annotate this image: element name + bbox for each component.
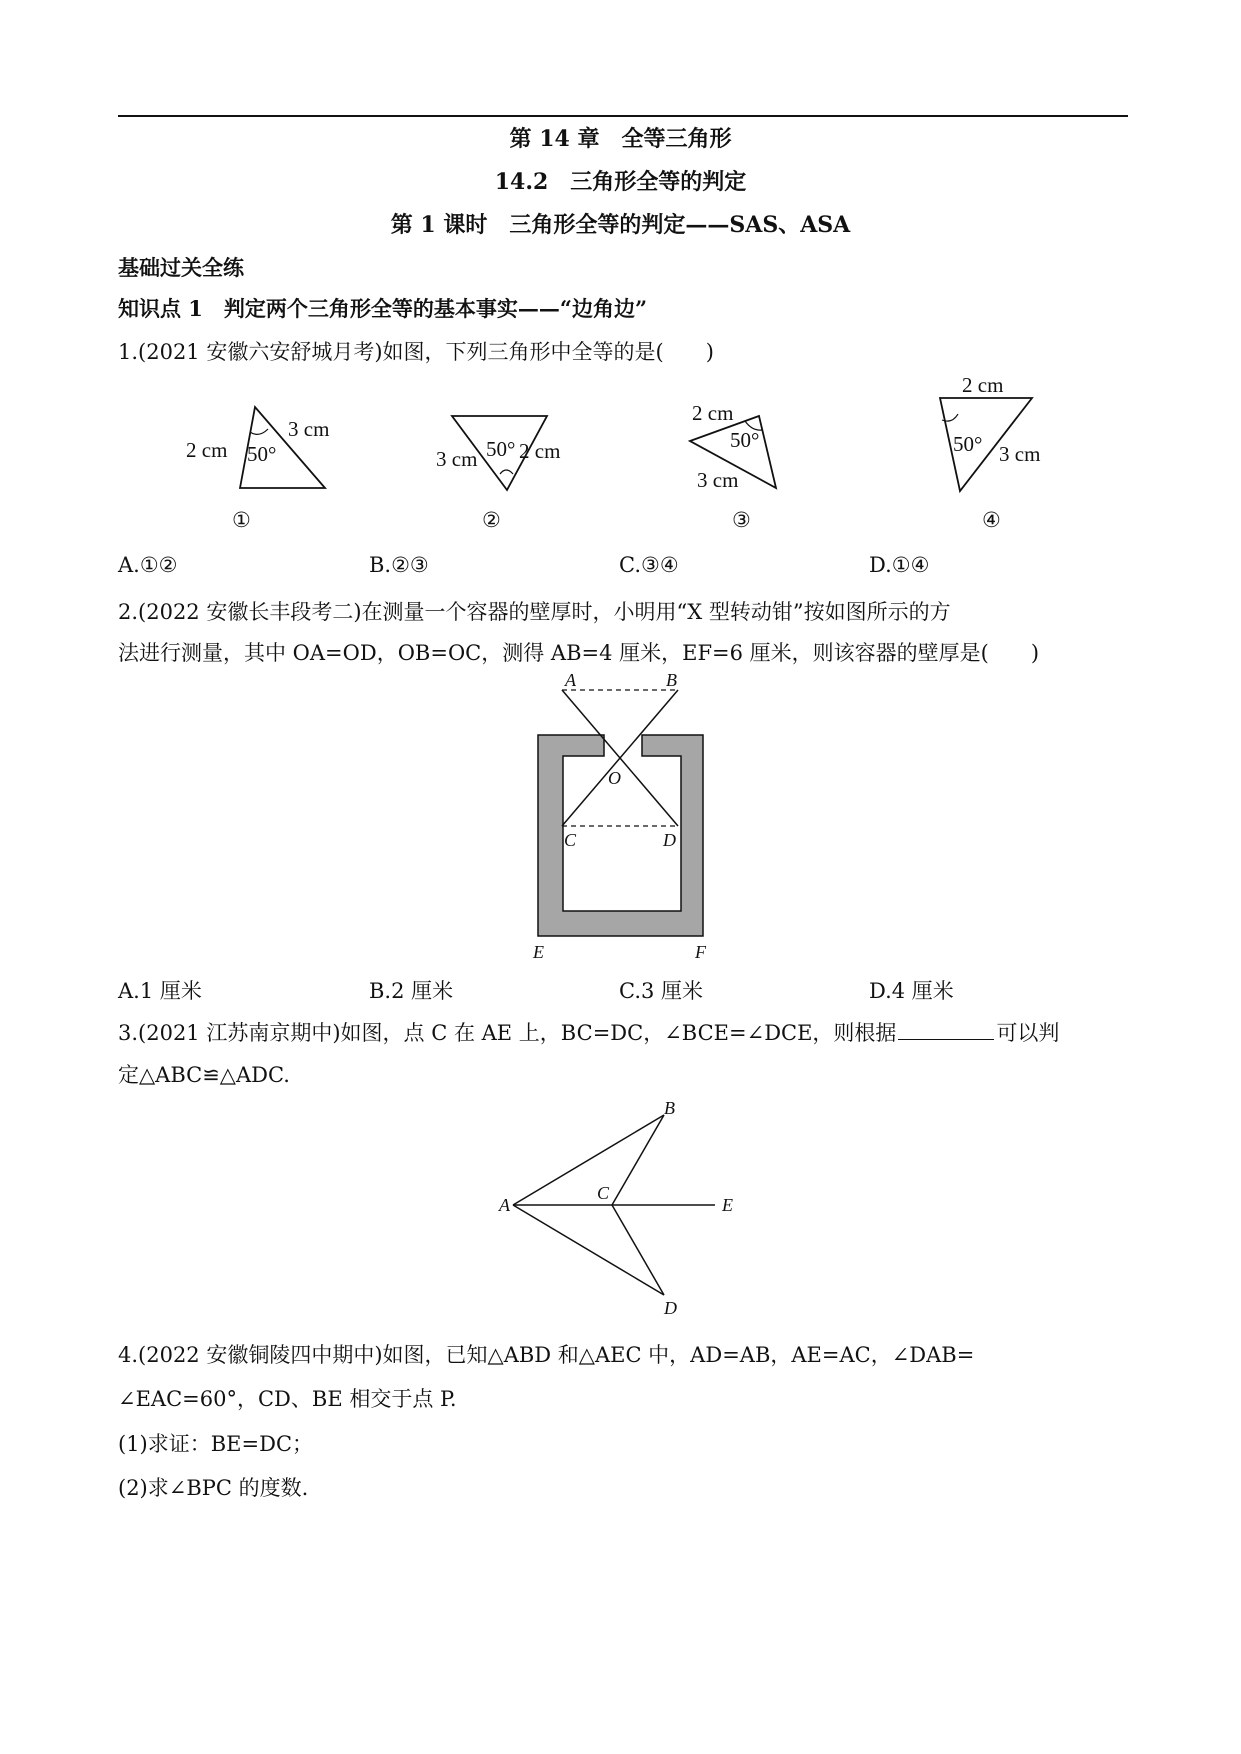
q3-stem-before-blank: 3.(2021 江苏南京期中)如图，点 C 在 AE 上，BC=DC，∠BCE=∠DCE，则根据	[118, 1021, 897, 1045]
q2-label-a: A	[565, 670, 576, 690]
q1-fig3-angle-label: 50°	[730, 428, 760, 452]
lesson-title: 第 1 课时 三角形全等的判定——SAS、ASA	[390, 212, 851, 238]
practice-heading: 基础过关全练	[118, 255, 244, 280]
q1-stem: 1.(2021 安徽六安舒城月考)如图，下列三角形中全等的是( )	[118, 340, 714, 364]
q4-part2: (2)求∠BPC 的度数.	[118, 1476, 309, 1500]
q1-option-a: A.①②	[118, 553, 178, 577]
q1-fig4-number: ④	[982, 508, 1001, 532]
q1-fig1-left-label: 2 cm	[186, 438, 228, 462]
q1-fig4-angle-label: 50°	[953, 432, 983, 456]
q3-label-e: E	[722, 1195, 733, 1215]
q1-option-d: D.①④	[869, 553, 930, 577]
q3-label-a: A	[499, 1195, 510, 1215]
q1-fig1-angle-label: 50°	[247, 442, 277, 466]
q3-label-b: B	[664, 1098, 675, 1118]
q1-fig2-angle-label: 50°	[486, 437, 516, 461]
q1-fig3-top-label: 2 cm	[692, 401, 734, 425]
q2-label-b: B	[666, 670, 677, 690]
q4-part1: (1)求证：BE=DC；	[118, 1432, 314, 1456]
q1-fig4-top-label: 2 cm	[962, 373, 1004, 397]
q2-stem-line1: 2.(2022 安徽长丰段考二)在测量一个容器的壁厚时，小明用“X 型转动钳”按如图所示的方	[118, 600, 951, 624]
q2-stem-line2: 法进行测量，其中 OA=OD，OB=OC，测得 AB=4 厘米，EF=6 厘米，则该容器的壁厚是( )	[118, 641, 1040, 665]
q1-fig2-number: ②	[482, 508, 501, 532]
q1-fig3-number: ③	[732, 508, 751, 532]
q2-label-e: E	[533, 942, 544, 962]
q2-option-d: D.4 厘米	[869, 979, 954, 1003]
q4-line2: ∠EAC=60°，CD、BE 相交于点 P.	[118, 1387, 457, 1411]
q2-option-c: C.3 厘米	[619, 979, 704, 1003]
chapter-title: 第 14 章 全等三角形	[509, 126, 732, 152]
q2-option-b: B.2 厘米	[369, 979, 454, 1003]
q3-label-d: D	[664, 1298, 677, 1318]
q3-stem-line2: 定△ABC≌△ADC.	[118, 1063, 290, 1087]
q4-line1: 4.(2022 安徽铜陵四中期中)如图，已知△ABD 和△AEC 中，AD=AB，AE=AC，∠DAB=	[118, 1343, 975, 1367]
q1-option-b: B.②③	[369, 553, 429, 577]
q1-fig1-number: ①	[232, 508, 251, 532]
q2-label-o: O	[608, 768, 621, 788]
q1-fig3-bottom-label: 3 cm	[697, 468, 739, 492]
q1-fig2-left-label: 3 cm	[436, 447, 478, 471]
q2-label-f: F	[695, 942, 706, 962]
q3-stem-after-blank: 可以判	[996, 1021, 1060, 1045]
q2-label-c: C	[564, 830, 577, 850]
q2-label-d: D	[663, 830, 676, 850]
q2-option-a: A.1 厘米	[118, 979, 202, 1003]
q1-option-c: C.③④	[619, 553, 679, 577]
q1-fig1-right-label: 3 cm	[288, 417, 330, 441]
q1-fig2-right-label: 2 cm	[519, 439, 561, 463]
q1-fig4-right-label: 3 cm	[999, 442, 1041, 466]
section-title: 14.2 三角形全等的判定	[494, 169, 747, 195]
knowledge-point-heading: 知识点 1 判定两个三角形全等的基本事实——“边角边”	[118, 296, 648, 321]
q3-label-c: C	[597, 1183, 610, 1203]
